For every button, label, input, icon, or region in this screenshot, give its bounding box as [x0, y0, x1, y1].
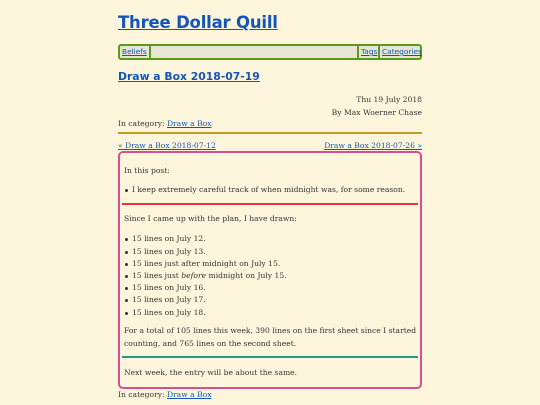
section-divider-red	[122, 203, 418, 205]
list-item: 15 lines on July 13.	[132, 247, 206, 256]
category-prefix: In category:	[118, 119, 165, 128]
section-divider-teal	[122, 356, 418, 358]
toc-item: I keep extremely careful track of when midnight was, for some reason.	[132, 185, 406, 194]
category-link[interactable]: Draw a Box	[166, 119, 212, 128]
list-item: 15 lines just after midnight on July 15.	[132, 259, 281, 268]
list-item	[132, 271, 287, 280]
nav-categories-link[interactable]: Categories	[382, 47, 422, 56]
nav-tags-link[interactable]: Tags	[361, 47, 378, 56]
post-category	[118, 119, 212, 128]
next-week-paragraph: Next week, the entry will be about the same.	[124, 368, 298, 377]
list-item: 15 lines on July 16.	[132, 283, 206, 292]
post-content-box	[118, 151, 422, 389]
list-item: 15 lines on July 12.	[132, 234, 206, 243]
nav-beliefs-link[interactable]: Beliefs	[122, 47, 147, 56]
category-prefix: In category:	[118, 390, 165, 399]
since-paragraph: Since I came up with the plan, I have drawn:	[124, 214, 297, 223]
toc-heading: In this post:	[124, 166, 170, 175]
nav-separator	[149, 46, 151, 58]
post-date: Thu 19 July 2018	[356, 95, 422, 104]
emphasis-text: before	[181, 271, 207, 280]
category-link[interactable]: Draw a Box	[166, 390, 212, 399]
previous-post-link[interactable]: « Draw a Box 2018-07-12	[118, 141, 216, 150]
list-item: 15 lines on July 17.	[132, 295, 206, 304]
site-title-link[interactable]: Three Dollar Quill	[118, 13, 278, 32]
post-title-link[interactable]: Draw a Box 2018-07-19	[118, 70, 260, 83]
next-post-link[interactable]: Draw a Box 2018-07-26 »	[324, 141, 422, 150]
list-item-text: midnight on July 15.	[206, 271, 287, 280]
total-paragraph-line-1: For a total of 105 lines this week, 390 lines on the first sheet since I started	[124, 326, 417, 335]
header-divider	[118, 132, 422, 134]
top-nav	[118, 44, 422, 60]
nav-separator	[378, 46, 380, 58]
post-author: By Max Woerner Chase	[331, 108, 422, 117]
total-paragraph-line-2: counting, and 765 lines on the second sheet.	[124, 339, 297, 348]
list-item-text: 15 lines just	[132, 271, 182, 280]
list-item: 15 lines on July 18.	[132, 308, 206, 317]
nav-separator	[357, 46, 359, 58]
footer-category	[118, 390, 212, 399]
